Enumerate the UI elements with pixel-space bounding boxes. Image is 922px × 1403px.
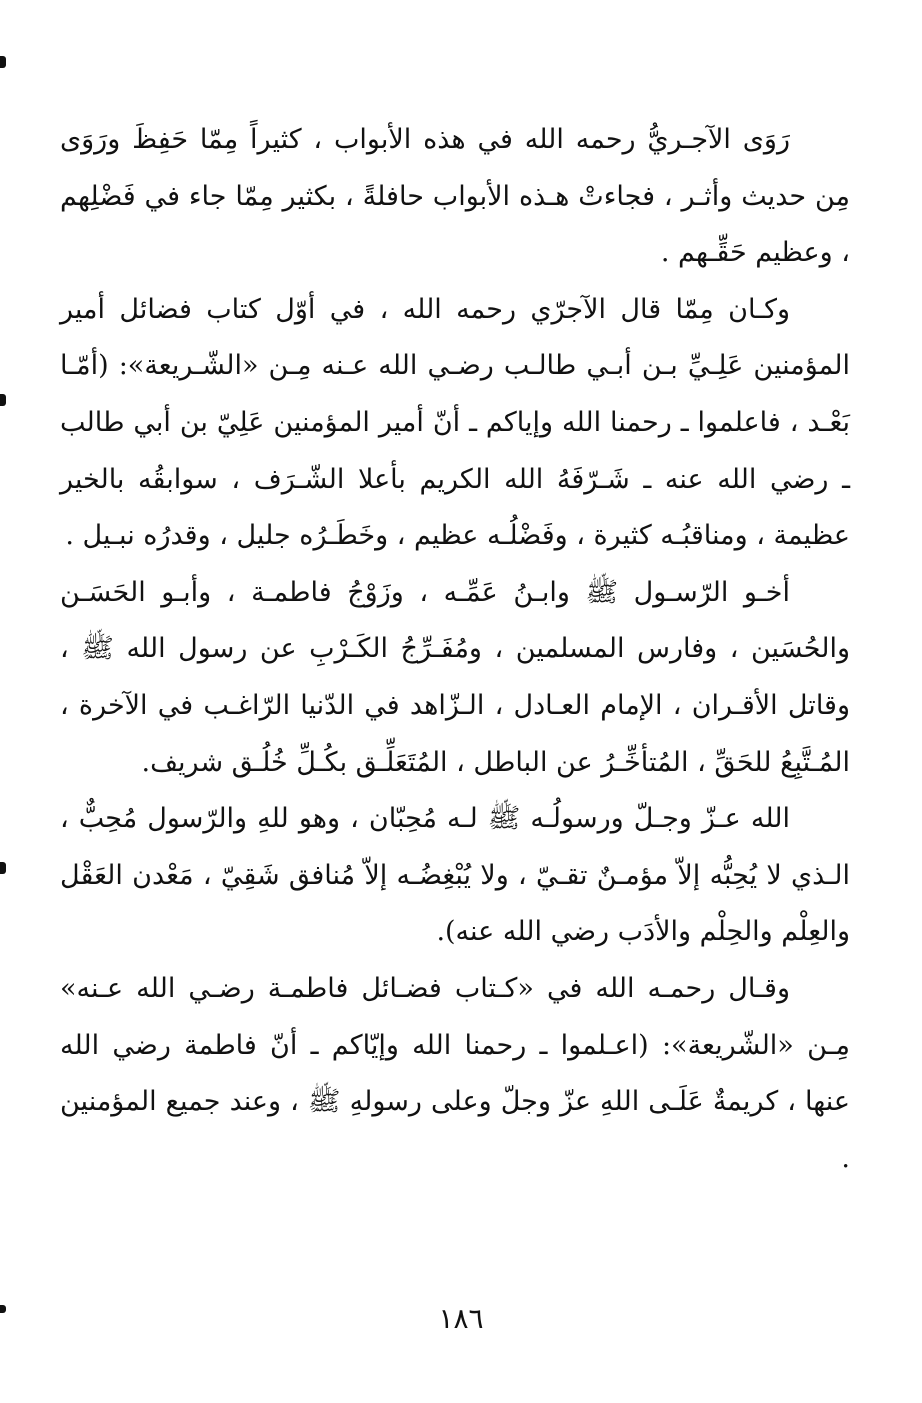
- page-edge-mark: [0, 862, 6, 874]
- paragraph: رَوَى الآجـريُّ رحمه الله في هذه الأبواب ، كثيراً مِمّا حَفِظَ ورَوَى مِن حديث وأثـر ، فجاءتْ هـذه الأبواب حافلةً ، بكثير مِمّا جاء في فَضْلِهم ، وعظيم حَقِّـهم .: [60, 124, 850, 269]
- paragraph: وكـان مِمّا قال الآجرّي رحمه الله ، في أوّل كتاب فضائل أمير المؤمنين عَلِـيِّ بـن أبـي طالـب رضـي الله عـنه مِـن «الشّـريعة»: (أمّـا بَعْـد ، فاعلموا ـ رحمنا الله وإياكم ـ أنّ أمير المؤمنين عَلِيّ بن أبي طالب ـ رضي الله عنه ـ شَـرّفَهُ الله الكريم بأعلا الشّـرَف ، سوابقُه بالخير عظيمة ، ومناقبُـه كثيرة ، وفَضْلُـه عظيم ، وخَطَـرُه جليل ، وقدرُه نبـيل .: [60, 293, 850, 552]
- paragraph: الله عـزّ وجـلّ ورسولُـه ﷺ لـه مُحِبّان ، وهو للهِ والرّسول مُحِبٌّ ، الـذي لا يُحِبُّه إلاّ مؤمـنٌ تقـيّ ، ولا يُبْغِضُـه إلاّ مُنافق شَقِيّ ، مَعْدن العَقْل والعِلْم والحِلْم والأدَب رضي الله عنه).: [60, 803, 850, 948]
- paragraph: وقـال رحمـه الله في «كـتاب فضـائل فاطمـة رضـي الله عـنه» مِـن «الشّريعة»: (اعـلموا ـ رحمنا الله وإيّاكم ـ أنّ فاطمة رضي الله عنها ، كريمةٌ عَلَـى اللهِ عزّ وجلّ وعلى رسولهِ ﷺ ، وعند جميع المؤمنين .: [60, 972, 850, 1174]
- page-edge-mark: [0, 56, 6, 68]
- page-edge-mark: [0, 394, 6, 406]
- page-number: ١٨٦: [438, 1302, 484, 1335]
- paragraph: أخـو الرّسـول ﷺ وابـنُ عَمِّـه ، وزَوْجُ فاطمـة ، وأبـو الحَسَـن والحُسَين ، وفارس المسلمين ، ومُفَـرِّجُ الكَـرْبِ عن رسول الله ﷺ ، وقاتل الأقـران ، الإمام العـادل ، الـزّاهد في الدّنيا الرّاغـب في الآخرة ، المُـتَّبِعُ للحَقِّ ، المُتأخِّـرُ عن الباطل ، المُتَعَلِّـق بكُـلِّ خُلُـق شريف.: [60, 576, 850, 778]
- page-body-text: [60, 112, 850, 1187]
